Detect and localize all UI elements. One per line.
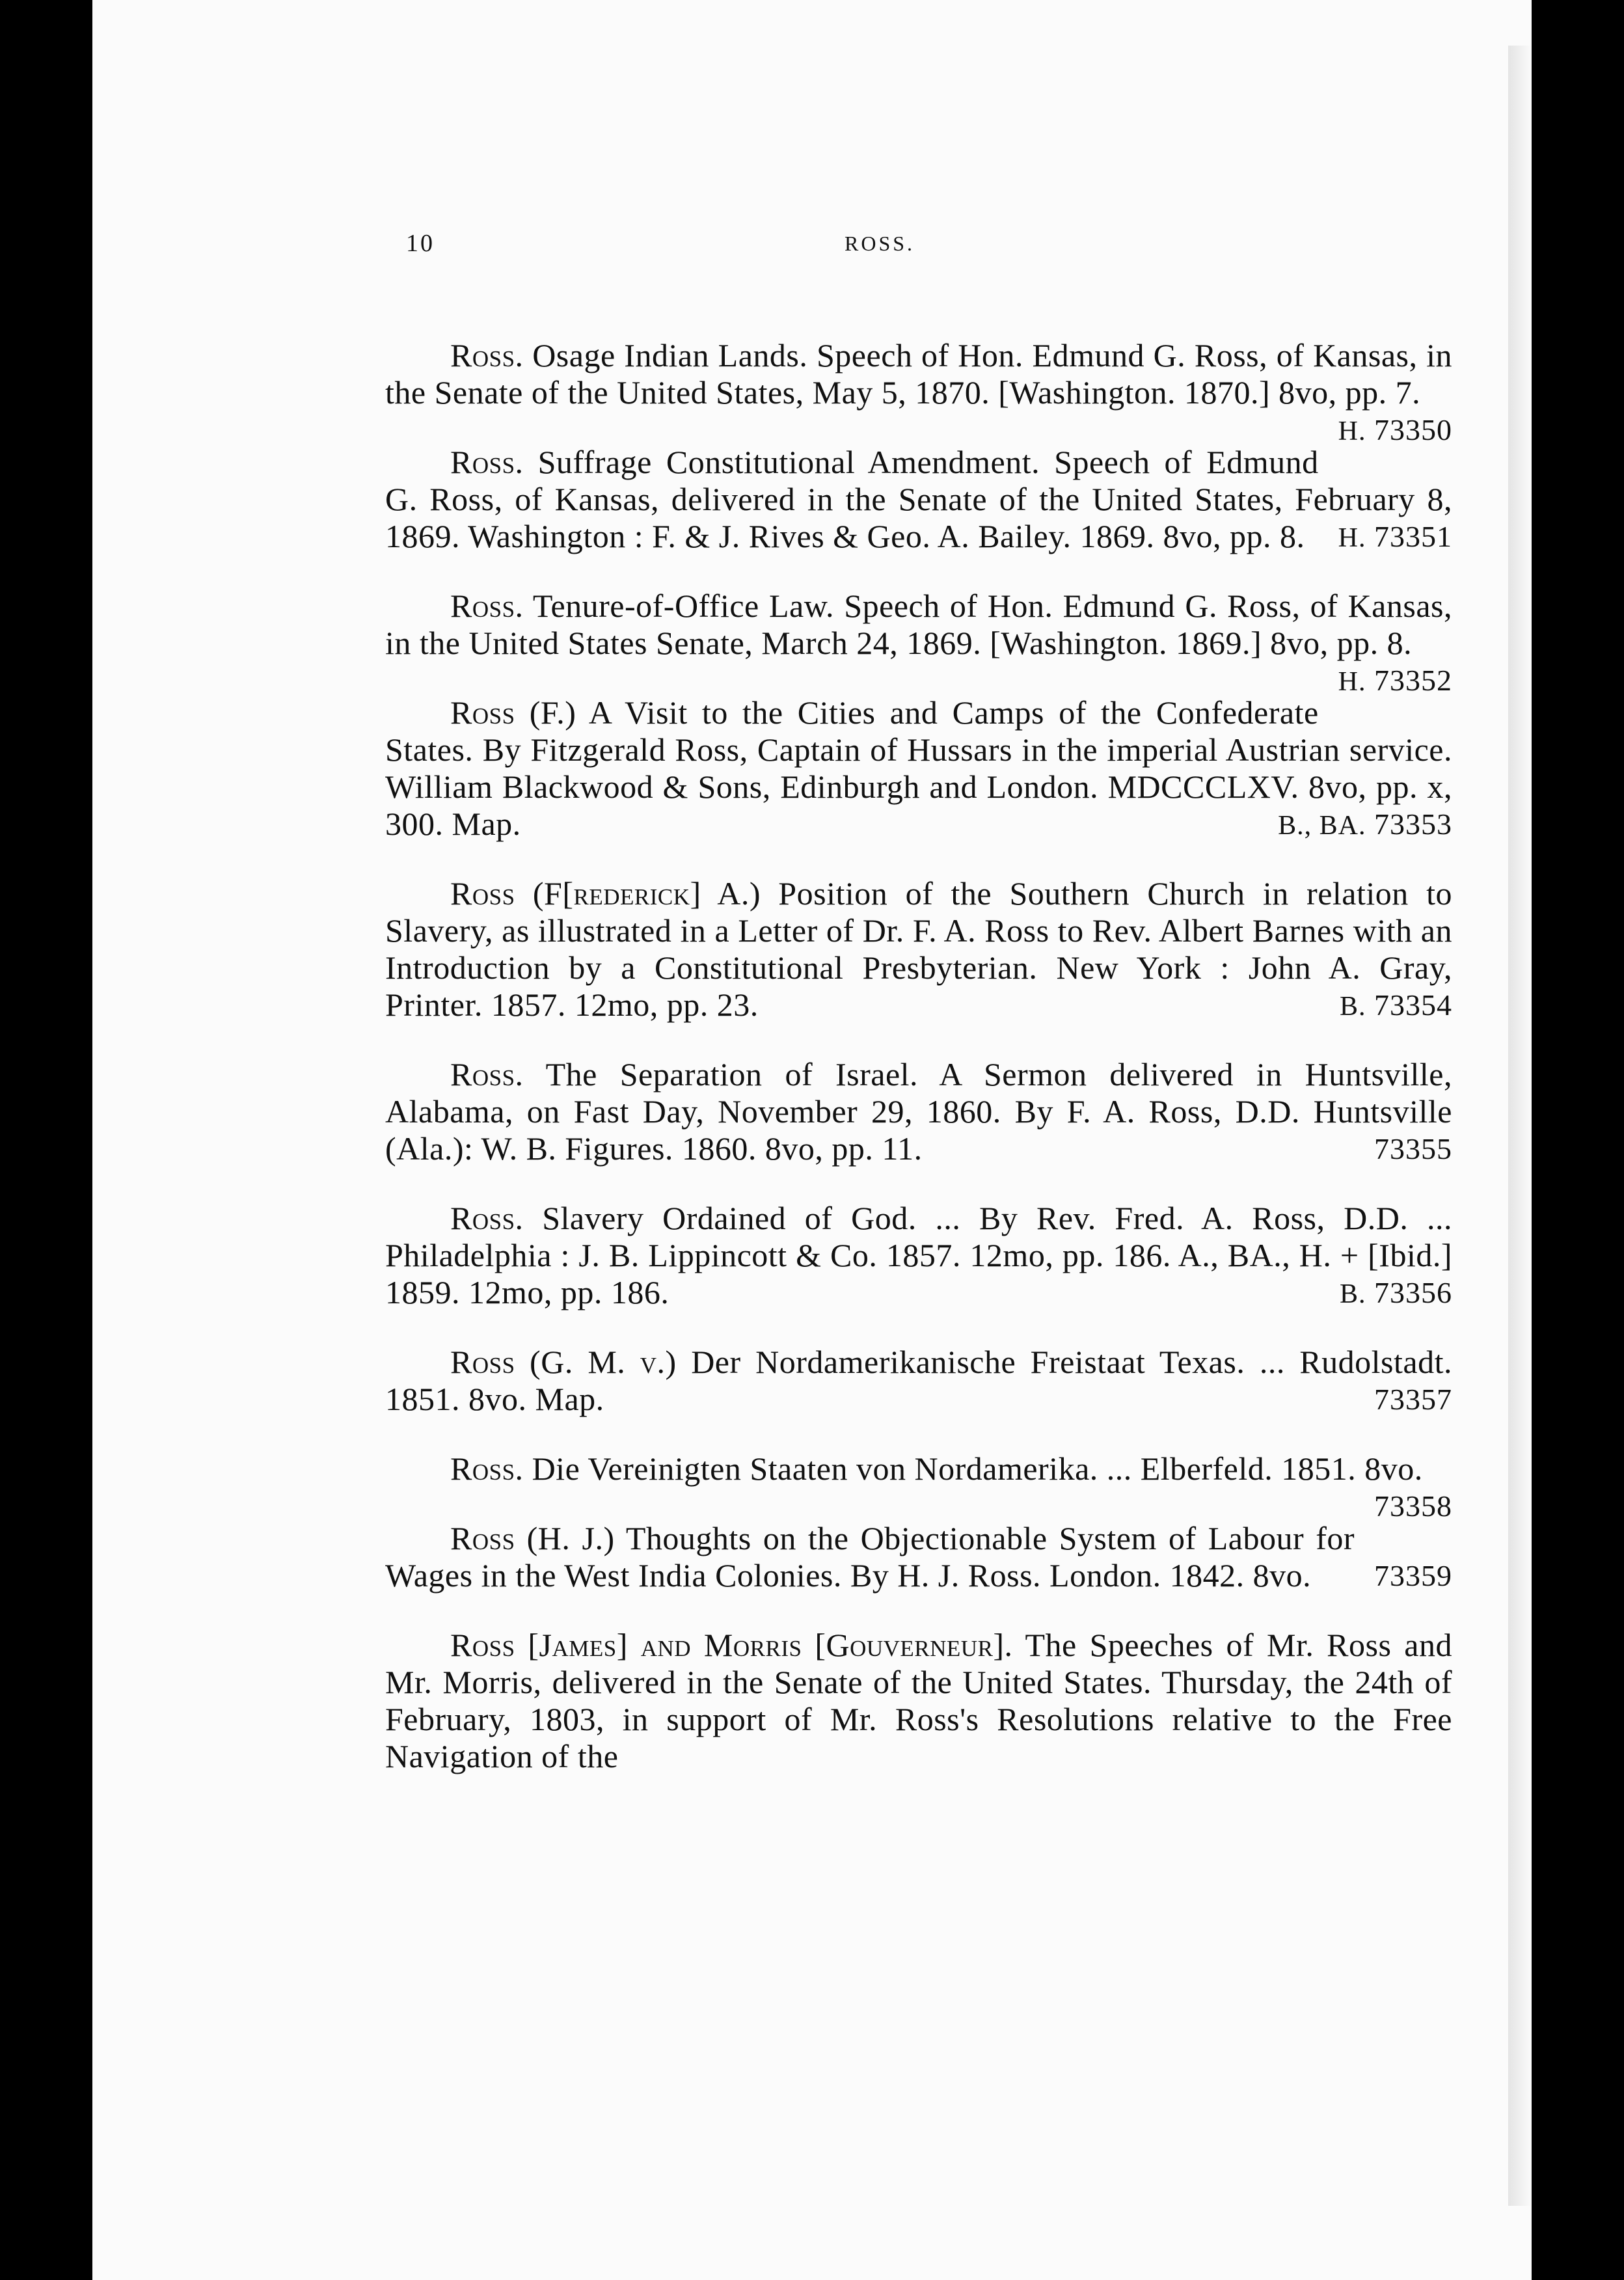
entry-heading: Ross (F.) bbox=[450, 694, 576, 731]
entry-number: 73359 bbox=[1374, 1559, 1452, 1592]
entry-heading: Ross (G. M. v.) bbox=[450, 1344, 677, 1380]
entry-heading: Ross. bbox=[450, 337, 524, 373]
page-number: 10 bbox=[406, 230, 435, 257]
page-header bbox=[92, 229, 1532, 268]
entry-text: Position of the Southern Church in relation to Slavery, as illustrated in a Letter of Dr. F. A. Ross to Rev. Albert Barnes with an Introduction by a Constitutional Presbyterian. New York : John A. Gray, Printer. 1857. 12mo, pp. 23. bbox=[385, 875, 1452, 1023]
holdings-code: H. bbox=[1338, 416, 1366, 446]
holdings-code: B., BA. bbox=[1278, 811, 1366, 841]
scan-border bbox=[1532, 0, 1624, 2280]
book-page bbox=[92, 0, 1532, 2280]
holdings-code: H. bbox=[1338, 523, 1366, 553]
entry-number-block bbox=[1338, 662, 1452, 701]
entry-number: 73355 bbox=[1374, 1132, 1452, 1165]
page-gutter-shadow bbox=[1508, 46, 1532, 2206]
entry-heading: Ross. bbox=[450, 1056, 524, 1092]
entry-number: 73354 bbox=[1374, 988, 1452, 1022]
entry-text: Tenure-of-Office Law. Speech of Hon. Edmund G. Ross, of Kansas, in the United States Senate, March 24, 1869. [Washington. 1869.] 8vo, pp. 8. bbox=[385, 588, 1452, 661]
running-head: ROSS. bbox=[845, 232, 915, 255]
entry-number-block bbox=[1374, 1487, 1452, 1527]
entry-heading: Ross (H. J.) bbox=[450, 1520, 615, 1556]
entry-number: 73352 bbox=[1374, 664, 1452, 697]
entry-heading: Ross. bbox=[450, 444, 524, 480]
entry-number-block bbox=[1338, 411, 1452, 450]
entry-text: Suffrage Constitutional Amendment. Speech of Edmund G. Ross, of Kansas, delivered in the Senate of the United States, February 8, 1869. Washington : F. & J. Rives & Geo. A. Bailey. 1869. 8vo, pp. 8. bbox=[385, 444, 1452, 554]
entry-text: The Speeches of Mr. Ross and Mr. Morris, delivered in the Senate of the United States. Thursday, the 24th of February, 1803, in support of Mr. Ross's Resolutions relative to the Free Navigation of the bbox=[385, 1627, 1452, 1774]
bibliography-entry bbox=[385, 694, 1452, 843]
entry-text: A Visit to the Cities and Camps of the Confederate States. By Fitzgerald Ross, Captain of Hussars in the imperial Austrian service. William Blackwood & Sons, Edinburgh and London. MDCCCLXV. 8vo, pp. x, 300. Map. bbox=[385, 694, 1452, 842]
entry-number-block bbox=[1340, 1274, 1452, 1313]
bibliography-entry bbox=[385, 1450, 1452, 1523]
entry-number: 73350 bbox=[1374, 413, 1452, 446]
entry-text: Der Nordamerikanische Freistaat Texas. ... Rudolstadt. 1851. 8vo. Map. bbox=[385, 1344, 1452, 1417]
entry-heading: Ross. bbox=[450, 1200, 524, 1236]
entry-text: Die Vereinigten Staaten von Nordamerika. ... Elberfeld. 1851. 8vo. bbox=[532, 1450, 1423, 1487]
entry-heading: Ross. bbox=[450, 588, 524, 624]
bibliography-entry bbox=[385, 1200, 1452, 1311]
entry-number-block bbox=[1338, 518, 1452, 557]
entry-text: Osage Indian Lands. Speech of Hon. Edmund G. Ross, of Kansas, in the Senate of the United States, May 5, 1870. [Washington. 1870.] 8vo, pp. 7. bbox=[385, 337, 1453, 411]
bibliography-entry bbox=[385, 588, 1452, 697]
entry-text: Thoughts on the Objectionable System of Labour for Wages in the West India Colonies. By H. J. Ross. London. 1842. 8vo. bbox=[385, 1520, 1355, 1594]
entry-text: The Separation of Israel. A Sermon delivered in Huntsville, Alabama, on Fast Day, November 29, 1860. By F. A. Ross, D.D. Huntsville (Ala.): W. B. Figures. 1860. 8vo, pp. 11. bbox=[385, 1056, 1452, 1167]
entry-number: 73358 bbox=[1374, 1489, 1452, 1523]
entry-number-block bbox=[1374, 1381, 1452, 1420]
bibliography-entries bbox=[385, 305, 1452, 1791]
bibliography-entry bbox=[385, 1056, 1452, 1167]
holdings-code: H. bbox=[1338, 667, 1366, 697]
entry-heading: Ross. bbox=[450, 1450, 524, 1487]
bibliography-entry bbox=[385, 337, 1453, 446]
entry-number: 73351 bbox=[1374, 520, 1452, 553]
bibliography-entry bbox=[385, 1520, 1452, 1594]
entry-number: 73353 bbox=[1374, 808, 1452, 841]
entry-number: 73356 bbox=[1374, 1276, 1452, 1309]
entry-text: Slavery Ordained of God. ... By Rev. Fred. A. Ross, D.D. ... Philadelphia : J. B. Lippincott & Co. 1857. 12mo, pp. 186. A., BA., H. + [Ibid.] 1859. 12mo, pp. 186. bbox=[385, 1200, 1453, 1310]
holdings-code: B. bbox=[1339, 1279, 1366, 1309]
holdings-code: B. bbox=[1339, 992, 1366, 1022]
entry-heading: Ross (F[rederick] A.) bbox=[450, 875, 761, 912]
bibliography-entry bbox=[385, 875, 1452, 1024]
entry-heading: Ross [James] and Morris [Gouverneur]. bbox=[450, 1627, 1013, 1663]
bibliography-entry bbox=[385, 444, 1452, 555]
entry-number-block bbox=[1374, 1130, 1452, 1169]
entry-number-block bbox=[1374, 1557, 1452, 1596]
entry-number-block bbox=[1340, 986, 1452, 1025]
bibliography-entry bbox=[385, 1344, 1452, 1418]
entry-number: 73357 bbox=[1374, 1383, 1452, 1416]
entry-number-block bbox=[1278, 806, 1452, 845]
bibliography-entry bbox=[385, 1627, 1452, 1775]
